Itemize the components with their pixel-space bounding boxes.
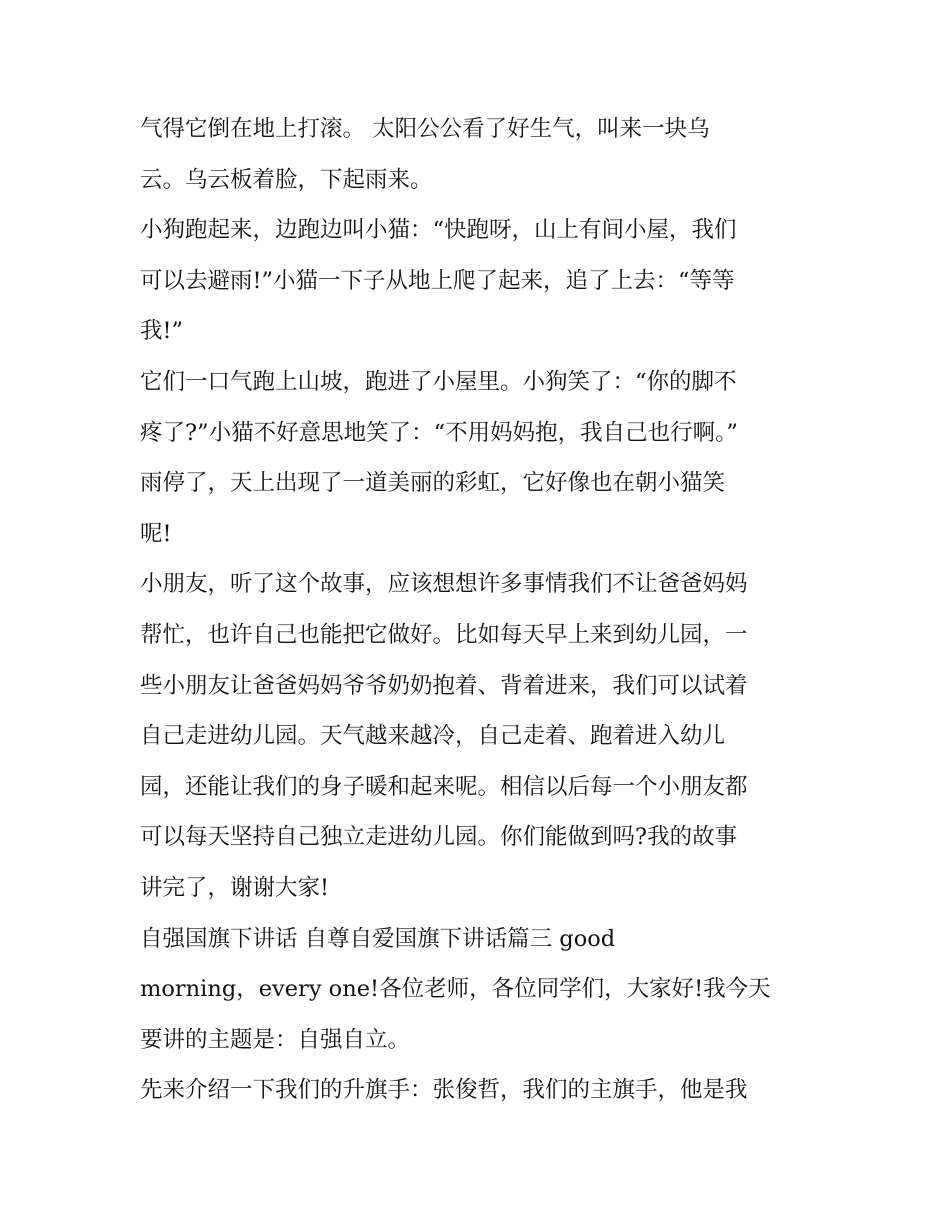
text-line: 小朋友，听了这个故事，应该想想许多事情我们不让爸爸妈妈 — [140, 571, 748, 598]
text-line: 云。乌云板着脸，下起雨来。 — [140, 166, 433, 193]
text-line: morning，every one!各位老师，各位同学们，大家好!我今天 — [140, 976, 771, 1003]
text-line: 要讲的主题是：自强自立。 — [140, 1026, 411, 1053]
document-body — [140, 104, 820, 1116]
text-line: 小狗跑起来，边跑边叫小猫：“快跑呀，山上有间小屋，我们 — [140, 217, 737, 244]
text-line: 自强国旗下讲话 自尊自爱国旗下讲话篇三 good — [140, 925, 616, 952]
text-line: 先来介绍一下我们的升旗手：张俊哲，我们的主旗手，他是我 — [140, 1077, 748, 1104]
text-line: 可以去避雨!”小猫一下子从地上爬了起来，追了上去：“等等 — [140, 267, 735, 294]
text-line: 气得它倒在地上打滚。 太阳公公看了好生气，叫来一块乌 — [140, 116, 710, 142]
text-line: 自己走进幼儿园。天气越来越冷，自己走着、跑着进入幼儿 — [140, 723, 726, 750]
text-line: 呢! — [140, 520, 172, 547]
text-line: 我!” — [140, 318, 184, 345]
text-line: 园，还能让我们的身子暖和起来呢。相信以后每一个小朋友都 — [140, 773, 748, 800]
text-line: 它们一口气跑上山坡，跑进了小屋里。小狗笑了：“你的脚不 — [140, 368, 737, 395]
text-line: 讲完了，谢谢大家! — [140, 874, 330, 901]
text-line: 雨停了，天上出现了一道美丽的彩虹，它好像也在朝小猫笑 — [140, 470, 726, 497]
text-line: 帮忙，也许自己也能把它做好。比如每天早上来到幼儿园，一 — [140, 621, 748, 648]
text-line: 疼了?”小猫不好意思地笑了：“不用妈妈抱，我自己也行啊。” — [140, 419, 738, 446]
text-line: 可以每天坚持自己独立走进幼儿园。你们能做到吗?我的故事 — [140, 824, 738, 851]
text-line: 些小朋友让爸爸妈妈爷爷奶奶抱着、背着进来，我们可以试着 — [140, 672, 748, 699]
